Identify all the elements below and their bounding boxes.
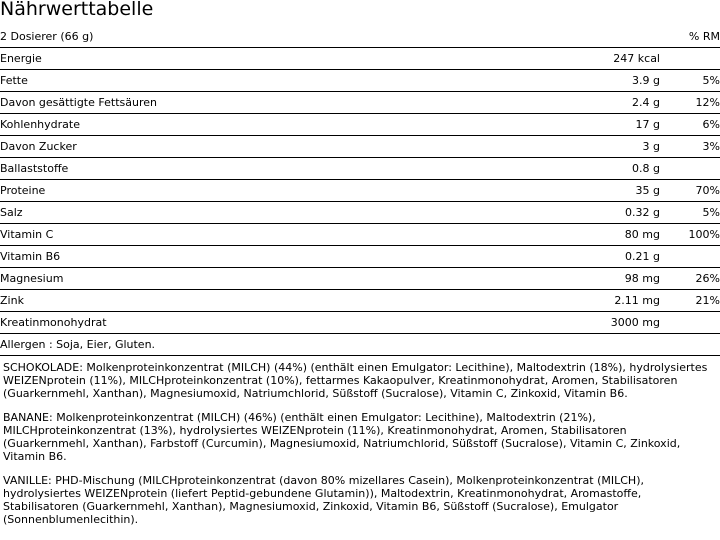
nutrient-rm-percent: 12% — [660, 92, 720, 114]
nutrient-name: Vitamin C — [0, 224, 520, 246]
ingredients-vanilla: VANILLE: PHD-Mischung (MILCHproteinkonzentrat (davon 80% mizellares Casein), Molkenproteinkonzentrat (MILCH), hydrolysiertes WEIZENprotein (liefert Peptid-gebundene Glutamin)), Maltodextrin, Kreatinmonohydrat, Aromastoffe, Stabilisatoren (Guarkernmehl, Xanthan), Magnesiumoxid, Zinkoxid, Vitamin B6, Süßstoff (Sucralose), Emulgator (Sonnenblumenlecithin). — [3, 474, 644, 526]
page-title: Nährwerttabelle — [0, 0, 154, 20]
nutrient-name: Davon gesättigte Fettsäuren — [0, 92, 520, 114]
ingredients-banana: BANANE: Molkenproteinkonzentrat (MILCH) (46%) (enthält einen Emulgator: Lecithine), Maltodextrin (21%), MILCHproteinkonzentrat (13%), hydrolysiertes WEIZENprotein (11%), Kreatinmonohydrat, Aromen, Stabilisatoren (Guarkernmehl, Xanthan), Farbstoff (Curcumin), Magnesiumoxid, Natriumchlorid, Süßstoff (Sucralose), Vitamin C, Zinkoxid, Vitamin B6. — [3, 411, 681, 463]
nutrient-rm-percent: 70% — [660, 180, 720, 202]
rm-column-header: % RM — [660, 26, 720, 48]
nutrient-name: Energie — [0, 48, 520, 70]
table-row — [0, 224, 720, 246]
nutrient-amount: 2.4 g — [520, 92, 660, 114]
nutrient-rm-percent: 26% — [660, 268, 720, 290]
table-row — [0, 70, 720, 92]
table-row — [0, 202, 720, 224]
table-row — [0, 246, 720, 268]
nutrient-amount: 17 g — [520, 114, 660, 136]
table-row — [0, 92, 720, 114]
table-row — [0, 268, 720, 290]
allergen-info: Allergen : Soja, Eier, Gluten. — [0, 334, 720, 356]
nutrient-amount: 35 g — [520, 180, 660, 202]
table-row — [0, 48, 720, 70]
ingredients-section — [3, 361, 715, 537]
nutrient-name: Zink — [0, 290, 520, 312]
nutrient-name: Proteine — [0, 180, 520, 202]
table-header-row — [0, 26, 720, 48]
nutrient-rm-percent: 5% — [660, 202, 720, 224]
nutrient-amount: 0.8 g — [520, 158, 660, 180]
allergen-row — [0, 334, 720, 356]
nutrient-name: Vitamin B6 — [0, 246, 520, 268]
nutrient-name: Kohlenhydrate — [0, 114, 520, 136]
nutrient-amount: 0.21 g — [520, 246, 660, 268]
table-row — [0, 114, 720, 136]
table-row — [0, 290, 720, 312]
nutrient-rm-percent — [660, 48, 720, 70]
nutrient-amount: 0.32 g — [520, 202, 660, 224]
nutrition-table — [0, 26, 720, 356]
nutrient-amount: 98 mg — [520, 268, 660, 290]
nutrient-amount: 247 kcal — [520, 48, 660, 70]
nutrient-rm-percent — [660, 158, 720, 180]
header-amount-cell — [520, 26, 660, 48]
nutrient-name: Davon Zucker — [0, 136, 520, 158]
nutrient-name: Magnesium — [0, 268, 520, 290]
nutrient-amount: 3.9 g — [520, 70, 660, 92]
table-row — [0, 158, 720, 180]
nutrient-amount: 3000 mg — [520, 312, 660, 334]
table-row — [0, 136, 720, 158]
nutrient-rm-percent: 3% — [660, 136, 720, 158]
nutrient-rm-percent: 100% — [660, 224, 720, 246]
serving-size-label: 2 Dosierer (66 g) — [0, 26, 520, 48]
nutrient-rm-percent: 5% — [660, 70, 720, 92]
nutrient-amount: 2.11 mg — [520, 290, 660, 312]
nutrient-name: Fette — [0, 70, 520, 92]
nutrient-amount: 3 g — [520, 136, 660, 158]
nutrient-rm-percent — [660, 312, 720, 334]
nutrient-name: Kreatinmonohydrat — [0, 312, 520, 334]
nutrient-rm-percent: 21% — [660, 290, 720, 312]
table-row — [0, 180, 720, 202]
table-row — [0, 312, 720, 334]
nutrient-amount: 80 mg — [520, 224, 660, 246]
nutrient-name: Ballaststoffe — [0, 158, 520, 180]
nutrient-rm-percent: 6% — [660, 114, 720, 136]
nutrient-name: Salz — [0, 202, 520, 224]
nutrient-rm-percent — [660, 246, 720, 268]
ingredients-chocolate: SCHOKOLADE: Molkenproteinkonzentrat (MILCH) (44%) (enthält einen Emulgator: Lecithine), Maltodextrin (18%), hydrolysiertes WEIZENprotein (11%), MILCHproteinkonzentrat (10%), fettarmes Kakaopulver, Kreatinmonohydrat, Aromen, Stabilisatoren (Guarkernmehl, Xanthan), Magnesiumoxid, Natriumchlorid, Süßstoff (Sucralose), Vitamin C, Zinkoxid, Vitamin B6. — [3, 361, 708, 400]
